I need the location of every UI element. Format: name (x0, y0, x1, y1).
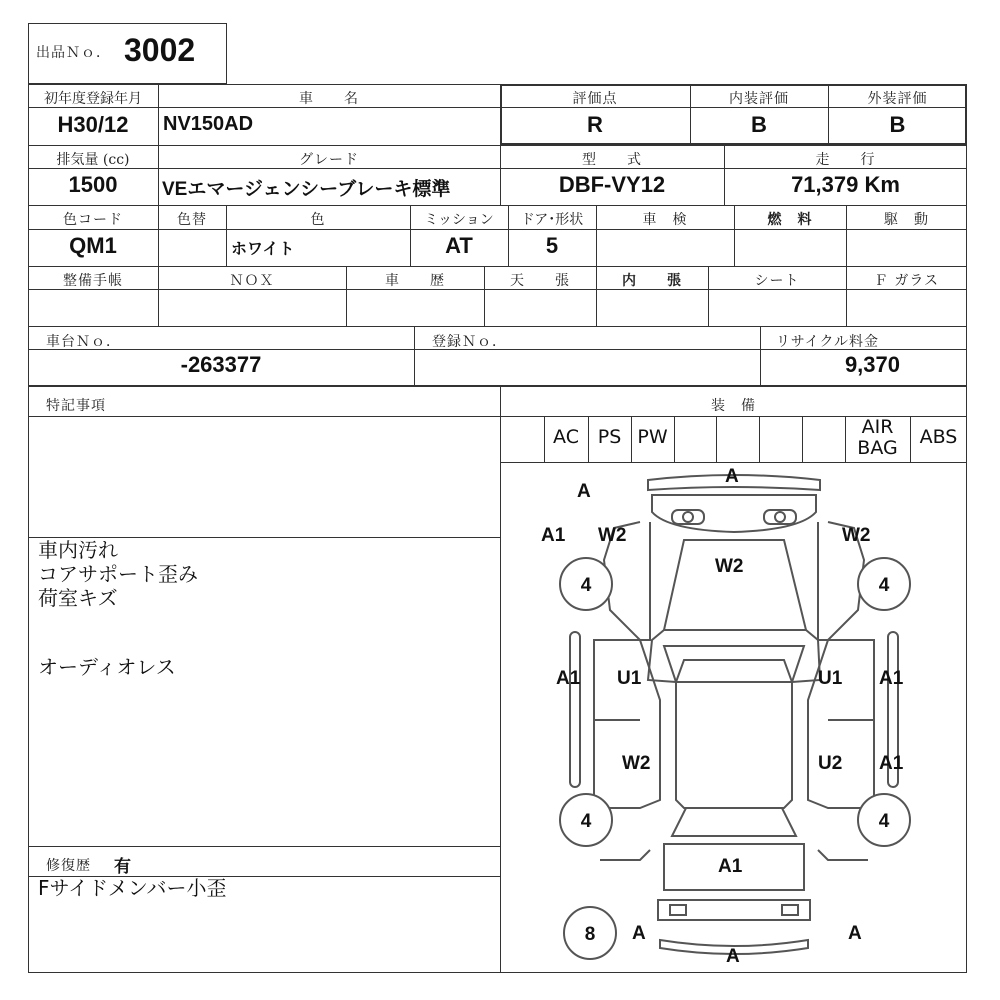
notes-line-3: 荷室キズ (38, 586, 118, 610)
tire-front-left: 4 (580, 575, 592, 596)
tire-front-right: 4 (878, 575, 890, 596)
color-change-label: 色替 (177, 212, 207, 228)
mark-front-left: A (577, 481, 591, 502)
grade-value: VEエマージェンシーブレーキ標準 (162, 179, 451, 200)
seat-label: シート (754, 273, 800, 289)
notes-label: 特記事項 (46, 398, 106, 414)
mark-right-rear-a: A1 (879, 753, 904, 774)
mark-rear-left: A (632, 923, 646, 944)
door-value: 5 (545, 233, 559, 258)
equip-pw: PW (637, 426, 668, 448)
maintenance-label: 整備手帳 (63, 273, 123, 289)
chassis-value: -263377 (180, 352, 262, 377)
mark-right-front-door-u: U1 (818, 668, 843, 689)
equip-airbag: AIR BAG (857, 416, 898, 459)
fuel-label: 燃 料 (767, 212, 813, 228)
notes-line-5: オーディオレス (38, 655, 176, 679)
color-code-label: 色コード (63, 212, 123, 228)
notes-line-1: 車内汚れ (38, 538, 118, 562)
equipment-label: 装 備 (711, 398, 756, 414)
mark-right-fender-w: W2 (842, 525, 871, 546)
mark-rear-bumper: A (726, 946, 740, 967)
mission-label: ミッション (424, 212, 494, 228)
drive-label: 駆 動 (884, 212, 929, 228)
exterior-label: 外装評価 (867, 91, 928, 107)
mileage-value: 71,379 Km (791, 172, 900, 197)
car-diagram (501, 463, 966, 972)
displacement-value: 1500 (68, 172, 118, 197)
equip-ps: PS (597, 426, 622, 448)
interior-label: 内装評価 (729, 91, 789, 107)
repair-value: 有 (114, 857, 131, 876)
repair-line-1: Fサイドメンバー小歪 (38, 876, 227, 900)
mark-right-front-door-a: A1 (879, 668, 904, 689)
mission-value: AT (445, 233, 473, 258)
exterior-value: B (889, 112, 906, 137)
car-name-value: NV150AD (163, 113, 254, 135)
interior-value: B (751, 112, 767, 137)
registration-label: 登録Ｎｏ． (432, 334, 507, 350)
lot-label: 出品Ｎｏ． (36, 45, 111, 61)
equip-ac: AC (553, 426, 579, 448)
mark-left-fender-w: W2 (598, 525, 627, 546)
mark-windshield: W2 (715, 556, 744, 577)
chassis-label: 車台Ｎｏ． (46, 334, 121, 350)
recycle-value: 9,370 (844, 352, 900, 377)
mark-rear-right: A (848, 923, 862, 944)
mark-front-bumper: A (725, 466, 739, 487)
color-label: 色 (310, 212, 326, 228)
color-value: ホワイト (231, 241, 295, 258)
mark-left-front-door-u: U1 (617, 668, 642, 689)
lot-number: 3002 (124, 32, 196, 68)
tire-rear-right: 4 (878, 811, 890, 832)
mark-left-front-door-a: A1 (556, 668, 581, 689)
model-value: DBF-VY12 (558, 172, 666, 197)
color-code-value: QM1 (69, 233, 117, 258)
mark-right-rear-u: U2 (818, 753, 843, 774)
tire-spare: 8 (584, 924, 596, 945)
nox-label: ＮＯＸ (229, 273, 275, 289)
roof-label: 天 張 (510, 273, 570, 289)
door-label: ドア･形状 (520, 212, 584, 228)
windshield-outline (664, 540, 806, 630)
model-label: 型 式 (582, 152, 642, 168)
score-label: 評価点 (572, 91, 618, 107)
notes-line-2: コアサポート歪み (38, 562, 198, 586)
equip-abs: ABS (919, 426, 958, 448)
repair-label: 修復歴 (46, 858, 91, 874)
score-value: R (587, 112, 603, 137)
recycle-label: リサイクル料金 (776, 334, 880, 350)
displacement-label: 排気量 (cc) (56, 152, 130, 168)
hood-outline (652, 495, 816, 532)
reg-date-value: H30/12 (57, 112, 129, 137)
mileage-label: 走 行 (815, 152, 876, 168)
car-name-label: 車 名 (299, 91, 359, 107)
mark-left-fender: A1 (541, 525, 566, 546)
tire-rear-left: 4 (580, 811, 592, 832)
inner-label: 内 張 (622, 273, 682, 289)
history-label: 車 歴 (385, 273, 445, 289)
grade-label: グレード (299, 152, 359, 168)
glass-label: Ｆ ガラス (873, 273, 940, 289)
mark-back-door: A1 (718, 856, 743, 877)
reg-date-label: 初年度登録年月 (44, 91, 142, 107)
inspection-label: 車 検 (642, 212, 688, 228)
mark-left-rear-w: W2 (622, 753, 651, 774)
